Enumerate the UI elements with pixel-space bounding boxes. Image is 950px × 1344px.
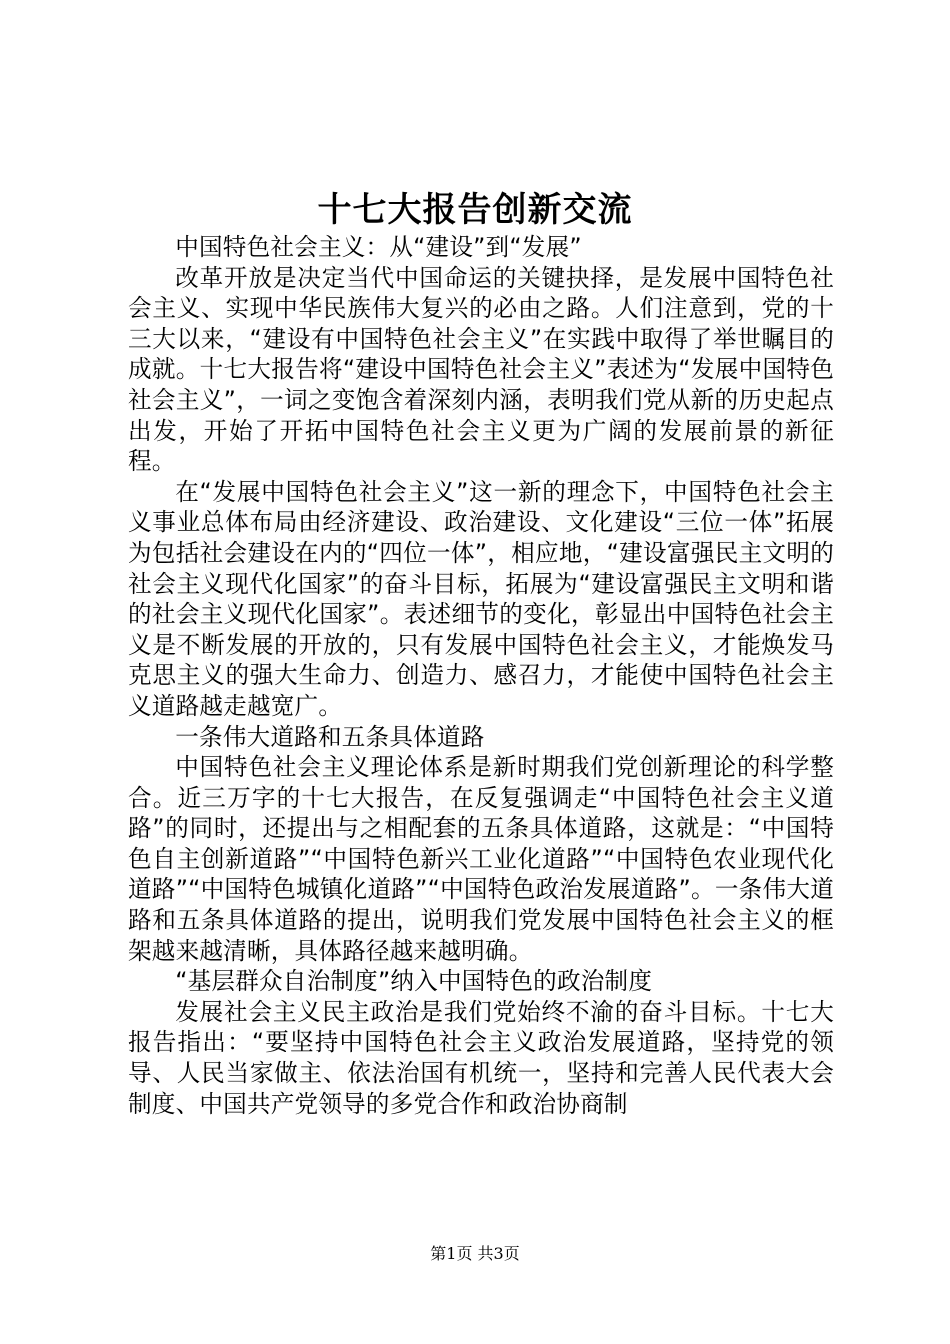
body-paragraph: 发展社会主义民主政治是我们党始终不渝的奋斗目标。十七大报告指出：“要坚持中国特色社会主义政治发展道路，坚持党的领导、人民当家做主、依法治国有机统一，坚持和完善人民代表大会制度、中国共产党领导的多党合作和政治协商制: [128, 997, 834, 1118]
section-heading: 一条伟大道路和五条具体道路: [175, 722, 485, 751]
section-heading: “基层群众自治制度”纳入中国特色的政治制度: [175, 967, 653, 996]
body-paragraph: 中国特色社会主义理论体系是新时期我们党创新理论的科学整合。近三万字的十七大报告，在反复强调走“中国特色社会主义道路”的同时，还提出与之相配套的五条具体道路，这就是：“中国特色自主创新道路”“中国特色新兴工业化道路”“中国特色农业现代化道路”“中国特色城镇化道路”“中国特色政治发展道路”。一条伟大道路和五条具体道路的提出，说明我们党发展中国特色社会主义的框架越来越清晰，具体路径越来越明确。: [128, 753, 834, 965]
body-paragraph: 改革开放是决定当代中国命运的关键抉择，是发展中国特色社会主义、实现中华民族伟大复兴的必由之路。人们注意到，党的十三大以来，“建设有中国特色社会主义”在实践中取得了举世瞩目的成就。十七大报告将“建设中国特色社会主义”表述为“发展中国特色社会主义”，一词之变饱含着深刻内涵，表明我们党从新的历史起点出发，开始了开拓中国特色社会主义更为广阔的发展前景的新征程。: [128, 263, 834, 476]
document-body: [128, 232, 834, 1119]
page-footer: 第1页 共3页: [430, 1244, 520, 1263]
document-title: 十七大报告创新交流: [317, 190, 633, 230]
section-heading: 中国特色社会主义：从“建设”到“发展”: [175, 233, 582, 261]
body-paragraph: 在“发展中国特色社会主义”这一新的理念下，中国特色社会主义事业总体布局由经济建设、政治建设、文化建设“三位一体”拓展为包括社会建设在内的“四位一体”，相应地，“建设富强民主文明的社会主义现代化国家”的奋斗目标，拓展为“建设富强民主文明和谐的社会主义现代化国家”。表述细节的变化，彰显出中国特色社会主义是不断发展的开放的，只有发展中国特色社会主义，才能焕发马克思主义的强大生命力、创造力、感召力，才能使中国特色社会主义道路越走越宽广。: [128, 477, 834, 720]
